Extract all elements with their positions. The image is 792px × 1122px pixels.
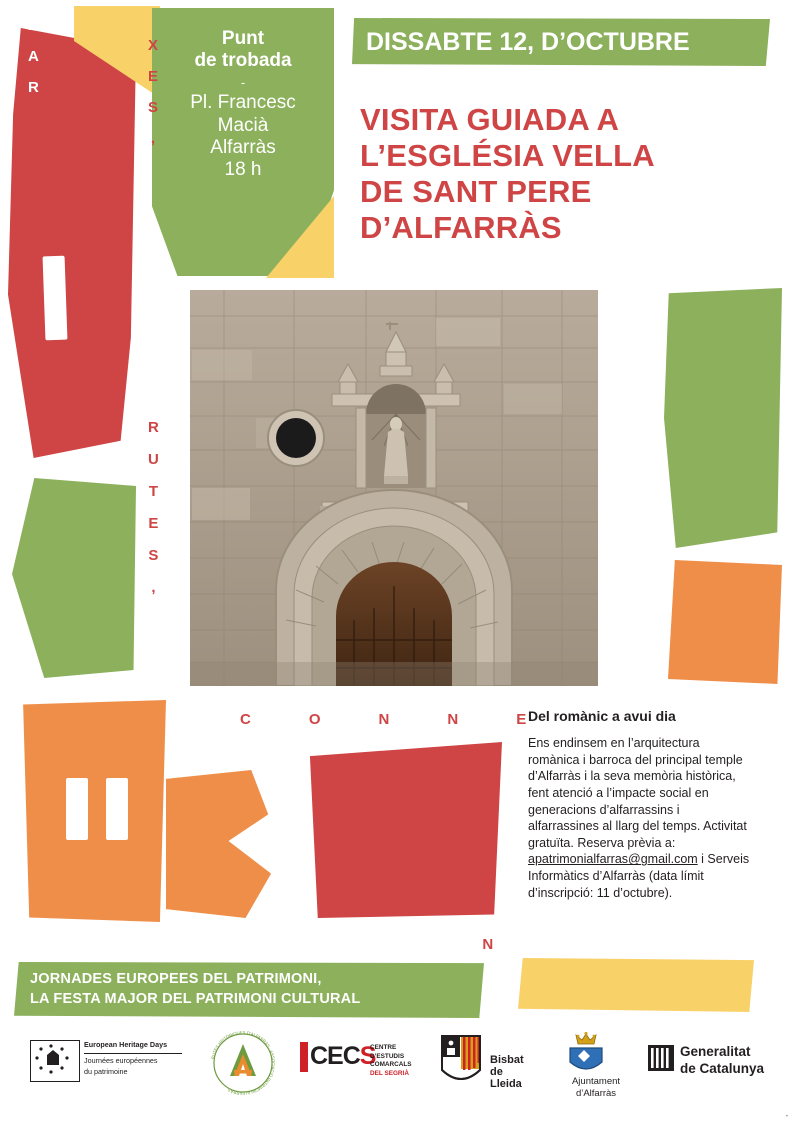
crest-icon <box>548 1032 644 1076</box>
generalitat-line1: Generalitat <box>680 1044 751 1059</box>
meeting-point-place-line2: Macià <box>217 114 269 136</box>
vertical-letter: R <box>148 419 159 436</box>
heritage-days-banner <box>30 970 470 1009</box>
vertical-letter: A <box>28 48 39 65</box>
word-letter: E <box>516 711 527 728</box>
vertical-letter: , <box>151 579 156 596</box>
decorative-shape-green-right-upper <box>664 288 782 548</box>
vertical-letter: X <box>482 771 493 788</box>
word-letter: N <box>447 711 459 728</box>
page-corner-mark: • <box>785 1114 788 1120</box>
decorative-cut <box>43 256 68 341</box>
divider <box>84 1053 182 1054</box>
banner-line2: LA FESTA MAJOR DEL PATRIMONI CULTURAL <box>30 990 361 1007</box>
banner-line1: JORNADES EUROPEES DEL PATRIMONI, <box>30 971 322 987</box>
vertical-letter: O <box>482 881 494 898</box>
decorative-shape-orange-connector <box>166 770 308 918</box>
generalitat-line2: de Catalunya <box>680 1060 765 1076</box>
bisbat-line2: de <box>490 1066 503 1079</box>
vertical-letter: S <box>148 99 159 116</box>
decorative-shape-green-left-middle <box>12 478 136 678</box>
meeting-point-block <box>158 28 328 182</box>
decorative-shape-red-bottom <box>306 742 502 918</box>
logo-cecs <box>300 1042 420 1077</box>
vertical-letter: X <box>28 17 39 34</box>
meeting-point-separator: - <box>240 74 246 90</box>
ehd-line2: Journées européennes <box>84 1055 158 1065</box>
vertical-letter: R <box>28 79 39 96</box>
cecs-line1: CENTRE <box>370 1044 397 1051</box>
svg-text:RUTES HISTÒRIQUES D’ALFARRÀS ·: RUTES HISTÒRIQUES D’ALFARRÀS · ASSOCIACIÓ PATRIMONI ALFARRÀS <box>210 1030 277 1096</box>
meeting-point-title-line1: Punt <box>221 28 265 49</box>
cecs-subtext <box>370 1044 412 1079</box>
vertical-word-rutes <box>148 420 159 612</box>
vertical-letter: U <box>148 451 159 468</box>
meeting-point-place-line1: Pl. Francesc <box>190 92 296 114</box>
cecs-line3: COMARCALS <box>370 1061 412 1069</box>
bisbat-text <box>490 1054 524 1090</box>
vertical-letter: S <box>148 547 159 564</box>
body-subtitle: Del romànic a avui dia <box>528 708 676 724</box>
generalitat-mark-icon <box>648 1045 674 1071</box>
bisbat-line1: Bisbat <box>490 1054 524 1066</box>
cecs-bar <box>300 1042 308 1072</box>
vertical-letter: E <box>148 68 159 85</box>
vertical-word-xarxes-red <box>148 38 158 162</box>
logo-bisbat-de-lleida <box>432 1034 542 1096</box>
logo-rutes-historiques-alfarras <box>200 1030 286 1096</box>
shield-icon <box>440 1034 482 1088</box>
vertical-word-xarxes-white <box>28 18 39 111</box>
meeting-point-title-line2: de trobada <box>194 50 292 72</box>
event-date: DISSABTE 12, D’OCTUBRE <box>366 28 690 56</box>
logo-ajuntament-alfarras <box>548 1032 644 1098</box>
ajuntament-text <box>548 1076 644 1100</box>
decorative-shape-orange-right <box>668 560 782 684</box>
circular-logo-icon <box>200 1030 286 1096</box>
cecs-line2: D’ESTUDIS <box>370 1052 405 1060</box>
ehd-line1: European Heritage Days <box>84 1040 168 1049</box>
ajuntament-line2: d’Alfarràs <box>575 1087 617 1099</box>
page-title <box>360 102 780 246</box>
cecs-wordmark: CECS <box>310 1042 376 1070</box>
vertical-letter: N <box>482 936 494 953</box>
vertical-word-xion <box>482 772 494 992</box>
vertical-letter: , <box>150 130 156 147</box>
logo-european-heritage-days-text <box>84 1040 182 1077</box>
decorative-shape-orange-left-bottom <box>14 700 166 922</box>
body-paragraph-part1: Ens endinsem en l’arquitectura romànica i barroca del principal temple d’Alfarràs i la seva memòria històrica, fent atenció a l’impacte social en generacions d’alfarrassins i alfarrassines al llarg del temps. Activitat gratuïta. Reserva prèvia a: <box>528 736 747 850</box>
logo-generalitat-de-catalunya <box>648 1044 788 1080</box>
word-letter: O <box>308 711 321 728</box>
vertical-letter: E <box>148 515 159 532</box>
page-title-line1: VISITA GUIADA A <box>360 102 620 137</box>
body-paragraph <box>528 735 750 901</box>
vertical-letter: T <box>148 483 158 500</box>
word-letter: N <box>378 711 390 728</box>
generalitat-text <box>680 1044 764 1078</box>
page-title-line2: L’ESGLÉSIA VELLA <box>360 137 655 173</box>
page-title-line3: DE SANT PERE <box>360 173 592 209</box>
decorative-cut <box>66 778 88 840</box>
decorative-shape-yellow-bottom <box>518 958 754 1012</box>
church-facade-photo <box>190 290 598 686</box>
ajuntament-line1: Ajuntament <box>571 1076 621 1087</box>
ehd-line3: du patrimoine <box>84 1066 128 1076</box>
decorative-cut <box>106 778 128 840</box>
cecs-line4: DEL SEGRIÀ <box>370 1069 409 1077</box>
vertical-letter: I <box>485 826 490 843</box>
stars-icon <box>30 1040 80 1082</box>
vertical-letter: X <box>148 37 159 54</box>
meeting-point-place-line3: Alfarràs <box>210 136 276 158</box>
bisbat-line3: Lleida <box>490 1078 522 1091</box>
body-paragraph-part2: i Serveis Informàtics d’Alfarràs (data límit d’inscripció: 11 d’octubre). <box>528 852 750 900</box>
meeting-point-time: 18 h <box>224 159 262 181</box>
logo-row <box>24 1030 768 1102</box>
word-letter: C <box>240 711 251 728</box>
contact-email-link[interactable]: apatrimonialfarras@gmail.com <box>528 852 698 867</box>
page-title-line4: D’ALFARRÀS <box>360 209 562 245</box>
